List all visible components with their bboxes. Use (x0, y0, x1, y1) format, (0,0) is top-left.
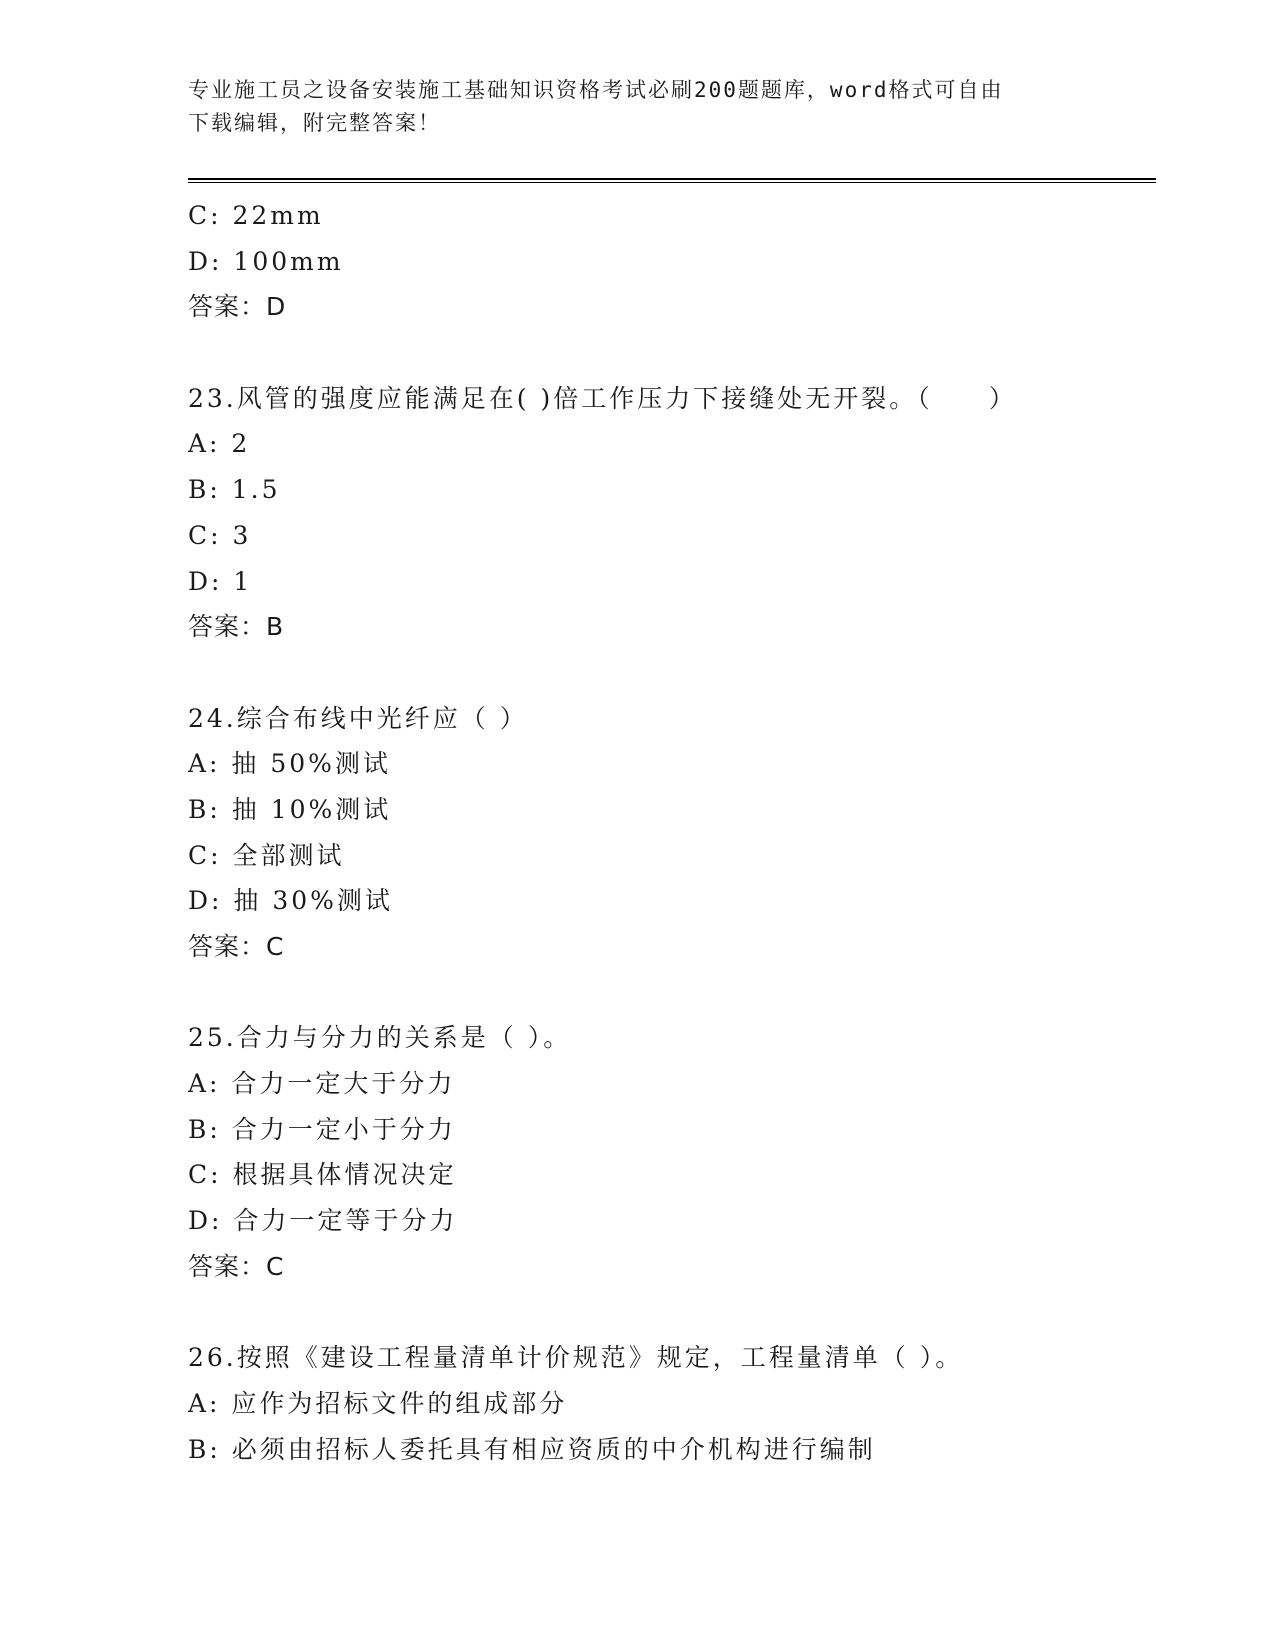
option-a: A: 合力一定大于分力 (188, 1069, 456, 1099)
question-stem: 24.综合布线中光纤应（ ） (188, 703, 528, 733)
option-a: A: 2 (188, 429, 251, 459)
option-d: D: 合力一定等于分力 (188, 1206, 458, 1236)
answer-line: 答案：C (188, 932, 285, 961)
spacer (188, 330, 1156, 376)
option-d: D: 抽 30%测试 (188, 886, 393, 916)
answer-line: 答案：C (188, 1251, 285, 1281)
question-content (188, 193, 1156, 1472)
spacer (188, 650, 1156, 696)
option-c: C: 22mm (188, 201, 324, 230)
answer-line: 答案：D (188, 292, 287, 322)
document-header (188, 74, 1088, 140)
option-d: D: 100mm (188, 246, 344, 276)
option-c: C: 3 (188, 520, 252, 550)
answer-line: 答案：B (188, 612, 285, 642)
option-d: D: 1 (188, 566, 253, 596)
option-c: C: 根据具体情况决定 (188, 1160, 457, 1190)
spacer (188, 1290, 1156, 1336)
option-b: B: 必须由招标人委托具有相应资质的中介机构进行编制 (188, 1434, 876, 1464)
question-stem: 26.按照《建设工程量清单计价规范》规定，工程量清单（ ）。 (188, 1343, 964, 1373)
option-b: B: 抽 10%测试 (188, 794, 392, 824)
question-stem: 23.风管的强度应能满足在( )倍工作压力下接缝处无开裂。（ ） (188, 383, 1017, 413)
spacer (188, 970, 1156, 1016)
option-c: C: 全部测试 (188, 840, 345, 870)
header-line-2: 下载编辑，附完整答案！ (188, 111, 441, 135)
option-a: A: 抽 50%测试 (188, 749, 391, 779)
question-stem: 25.合力与分力的关系是（ ）。 (188, 1023, 572, 1053)
header-line-1: 专业施工员之设备安装施工基础知识资格考试必刷200题题库，word格式可自由 (188, 78, 1004, 102)
option-b: B: 合力一定小于分力 (188, 1114, 456, 1144)
option-b: B: 1.5 (188, 475, 281, 505)
header-divider-thin (188, 182, 1156, 183)
header-divider-thick (188, 178, 1156, 180)
option-a: A: 应作为招标文件的组成部分 (188, 1388, 568, 1418)
